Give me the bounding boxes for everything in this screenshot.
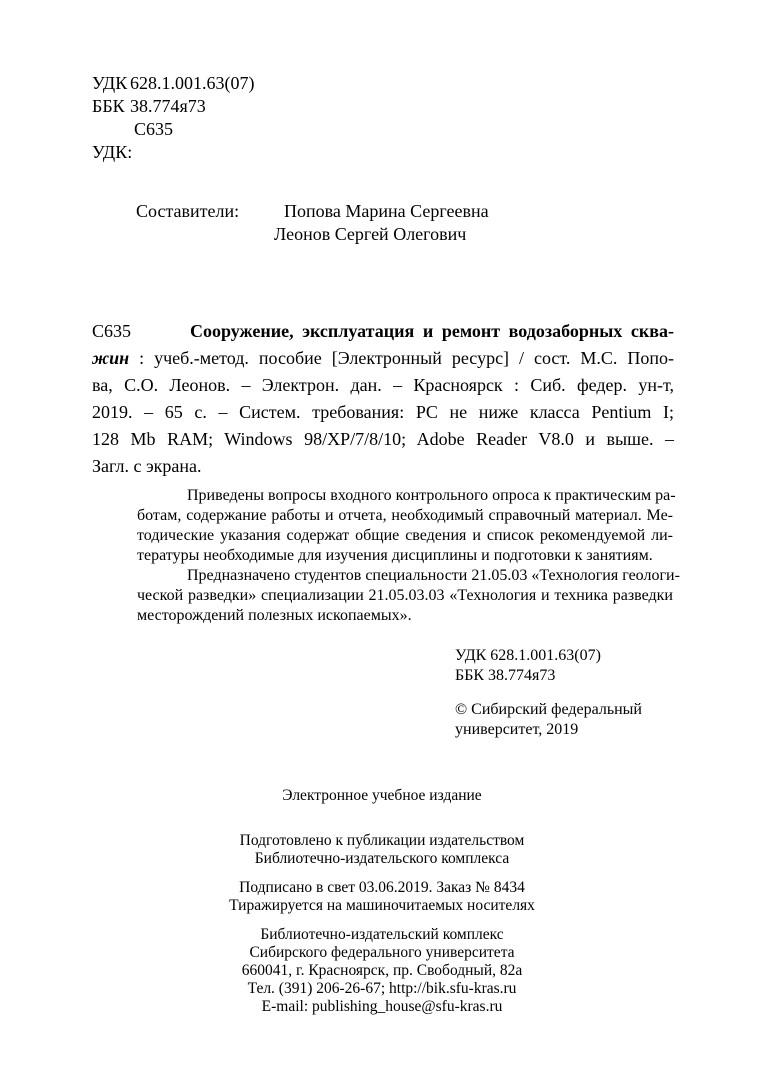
class-bbk: ББК 38.774я73 [455,667,556,684]
signed-line: Подписано в свет 03.06.2019. Заказ № 8434 [239,879,525,896]
annotation-p1-line-1: Приведены вопросы входного контрольного опроса к практическим ра- [187,487,676,504]
annotation-p1-line-4: тературы необходимые для изучения дисциплины и подготовки к занятиям. [137,547,653,564]
copyright-line-2: университет, 2019 [455,721,579,738]
bib-title-part-2: жин [92,348,130,368]
compilers-label: Составители: [136,201,240,221]
annotation-p1-line-3: тодические указания содержат общие сведения и список рекомендуемой ли- [137,527,673,544]
annotation-p2-line-2: ческой разведки» специализации 21.05.03.03 «Технология и техника разведки [137,587,673,604]
copyright-line-1: © Сибирский федеральный [455,701,642,718]
udk-label: УДК [92,73,128,93]
bib-line-4: 2019. – 65 с. – Систем. требования: PC не ниже класса Pentium I; [92,402,674,422]
bbk-label: ББК [92,96,125,116]
edition-type: Электронное учебное издание [282,787,482,804]
class-udk: УДК 628.1.001.63(07) [455,647,601,664]
address-line: 660041, г. Красноярск, пр. Свободный, 82а [241,962,523,979]
udk2-label: УДК: [92,142,133,162]
bib-line-6: Загл. с экрана. [92,456,202,476]
bib-title-line-1 [190,320,674,343]
publisher-line-1: Библиотечно-издательский комплекс [260,926,504,943]
udk-value: 628.1.001.63(07) [130,73,255,93]
author-mark: С635 [134,119,174,139]
bib-line-3: ва, С.О. Леонов. – Электрон. дан. – Красноярск : Сиб. федер. ун-т, [92,375,674,395]
prepared-line-1: Подготовлено к публикации издательством [239,832,525,849]
copies-line: Тиражируется на машиночитаемых носителях [229,897,535,914]
bib-title-part-1: Сооружение, эксплуатация и ремонт водозаборных сква- [190,321,674,341]
annotation-p2-line-1: Предназначено студентов специальности 21.05.03 «Технология геологи- [187,567,680,584]
compiler-name-1: Попова Марина Сергеевна [284,201,489,221]
bbk-value: 38.774я73 [130,96,206,116]
email-line: E-mail: publishing_house@sfu-kras.ru [261,998,503,1015]
bib-author-mark: С635 [92,321,132,341]
bbk-line [92,95,206,118]
phone-line: Тел. (391) 206-26-67; http://bik.sfu-kras.ru [247,980,517,997]
bib-line-5: 128 Mb RAM; Windows 98/XP/7/8/10; Adobe Reader V8.0 и выше. – [92,429,674,449]
compiler-name-2: Леонов Сергей Олегович [274,224,467,244]
annotation-p2-line-3: месторождений полезных ископаемых». [137,607,412,624]
bib-line-2-rest: : учеб.-метод. пособие [Электронный ресурс] / сост. М.С. Попо- [129,348,674,368]
annotation-p1-line-2: ботам, содержание работы и отчета, необходимый справочный материал. Ме- [137,507,673,524]
udk-line [92,72,255,95]
prepared-line-2: Библиотечно-издательского комплекса [254,850,510,867]
bib-line-2 [92,347,674,370]
publisher-line-2: Сибирского федерального университета [249,944,515,961]
